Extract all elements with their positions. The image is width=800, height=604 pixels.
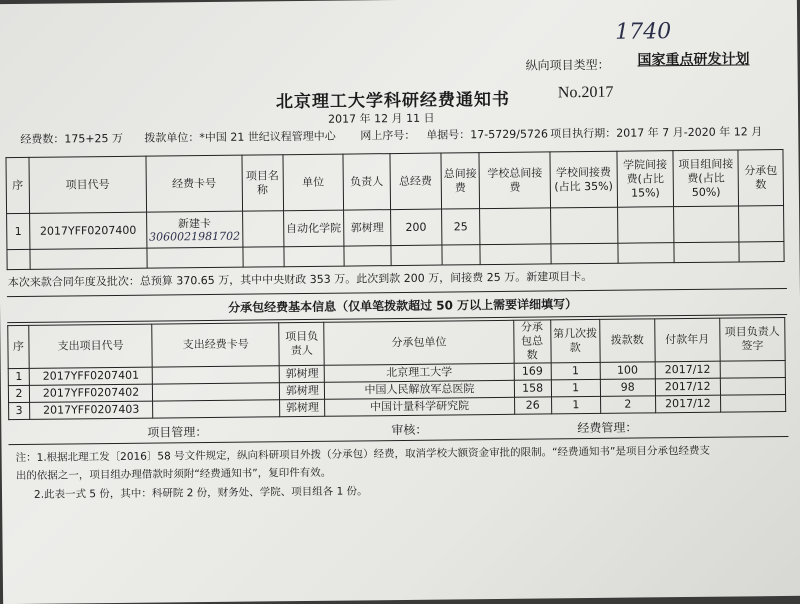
col-header: 项目代号: [29, 156, 146, 213]
note-line: 出的依据之一，项目组办理借款时须附“经费通知书”，复印件有效。: [15, 466, 332, 483]
col-header: 分承包数: [738, 149, 783, 205]
col-header: 负责人: [343, 154, 390, 210]
project-code: 2017YFF0207400: [30, 212, 147, 249]
batch-summary: 本次来款合同年度及批次：总预算 370.65 万，其中中央财政 353 万。此次到款 200 万，间接费 25 万。新建项目卡。: [7, 269, 593, 290]
leader-signature: [720, 360, 785, 378]
row-index: 1: [8, 368, 29, 385]
divider: [7, 288, 787, 297]
col-header: 学院间接费(占比15%): [617, 151, 674, 208]
project-type-label: 纵向项目类型：: [525, 57, 610, 73]
sign-audit: 审核：: [391, 422, 428, 438]
payment-times: 1: [551, 362, 600, 380]
payment-amount: 98: [600, 379, 655, 397]
expense-code: 2017YFF0207401: [29, 367, 152, 385]
total-indirect: 25: [441, 209, 480, 245]
col-header: 经费卡号: [146, 155, 243, 212]
row-index: 3: [9, 402, 30, 419]
col-header: 总经费: [390, 153, 441, 210]
subcontract-unit: 北京理工大学: [325, 363, 514, 382]
leader: 郭树理: [280, 365, 325, 382]
funding-amount: 经费数：175+25 万: [20, 131, 124, 146]
note-line: 2.此表一式 5 份，其中：科研院 2 份，财务处、学院、项目组各 1 份。: [33, 485, 368, 501]
col-header: 序: [6, 157, 30, 213]
slip-number: 单据号：17-5729/5726: [426, 127, 549, 142]
subcontract-table: [7, 317, 786, 420]
row-index: 2: [8, 385, 29, 402]
card-cell: [146, 211, 242, 248]
project-type-value: 国家重点研发计划: [637, 51, 750, 69]
subcontract-total: 26: [514, 397, 551, 414]
payment-date: 2017/12: [655, 395, 720, 413]
col-header: 总间接费: [441, 153, 480, 209]
col-header: 项目名称: [242, 155, 283, 211]
table-header-row: [6, 149, 784, 213]
leader: 郭树理: [344, 210, 391, 246]
document-date: 2017 年 12 月 11 日: [328, 111, 435, 126]
subcontract-title: 分承包经费基本信息（仅单笔拨款超过 50 万以上需要详细填写）: [227, 297, 578, 315]
unit: 自动化学院: [283, 210, 344, 247]
col-header: 支出项目代号: [29, 324, 153, 368]
payment-times: 1: [551, 379, 600, 397]
page-title: 北京理工大学科研经费通知书: [275, 89, 511, 113]
card-number-handwritten: 3060021981702: [149, 229, 241, 244]
subcontract-total: 169: [514, 363, 551, 380]
leader-signature: [720, 394, 785, 412]
funding-table: [5, 149, 784, 270]
leader-signature: [720, 377, 785, 395]
col-header: 项目负责人: [279, 322, 324, 365]
school-total-indirect: [480, 208, 551, 245]
expense-card: [153, 383, 280, 401]
col-header: 付款年月: [654, 318, 720, 362]
payment-times: 1: [551, 396, 600, 414]
subcontract-total: 158: [514, 380, 551, 397]
subcontract-count: [739, 205, 784, 241]
col-header: 序: [8, 325, 29, 368]
school-indirect: [550, 207, 617, 244]
project-period: 项目执行期：2017 年 7 月-2020 年 12 月: [550, 125, 763, 141]
col-header: 支出经费卡号: [152, 323, 280, 367]
document-number: No.2017: [557, 83, 614, 102]
expense-code: 2017YFF0207403: [30, 401, 153, 419]
subcontract-unit: 中国计量科学研究院: [325, 397, 514, 416]
col-header: 拨款数: [599, 319, 655, 363]
note-line: 注：1.根据北理工发〔2016〕58 号文件规定，纵向科研项目外拨（分承包）经费，取消学校大额资金审批的限制。“经费通知书”是项目分承包经费支: [15, 444, 710, 465]
col-header: 学校总间接费: [479, 152, 550, 209]
total-funding: 200: [390, 209, 441, 246]
payment-amount: 100: [600, 362, 655, 380]
row-index: 1: [7, 213, 30, 249]
handwritten-number: 1740: [615, 19, 672, 45]
col-header: 分承包总数: [513, 320, 550, 363]
col-header: 项目组间接费(占比 50%): [673, 150, 738, 207]
payment-date: 2017/12: [655, 378, 720, 396]
college-indirect: [617, 207, 674, 244]
leader: 郭树理: [280, 382, 325, 399]
expense-card: [153, 400, 280, 418]
leader: 郭树理: [280, 399, 325, 416]
expense-code: 2017YFF0207402: [29, 384, 152, 402]
card-new: 新建卡: [177, 216, 212, 230]
group-indirect: [674, 206, 739, 243]
payer-unit: 拨款单位：*中国 21 世纪议程管理中心: [144, 129, 336, 145]
sign-finance: 经费管理：: [577, 420, 638, 436]
payment-date: 2017/12: [655, 361, 720, 379]
subcontract-unit: 中国人民解放军总医院: [325, 380, 514, 399]
col-header: 学校间接费(占比 35%): [550, 151, 617, 208]
col-header: 分承包单位: [324, 320, 514, 365]
expense-card: [152, 366, 279, 384]
col-header: 项目负责人签字: [720, 317, 786, 361]
online-seq: 网上序号：: [360, 128, 416, 143]
col-header: 单位: [283, 154, 344, 211]
payment-amount: 2: [600, 396, 655, 414]
col-header: 第几次拨款: [550, 319, 600, 363]
project-name: [242, 211, 283, 247]
sign-manager: 项目管理：: [147, 425, 208, 440]
